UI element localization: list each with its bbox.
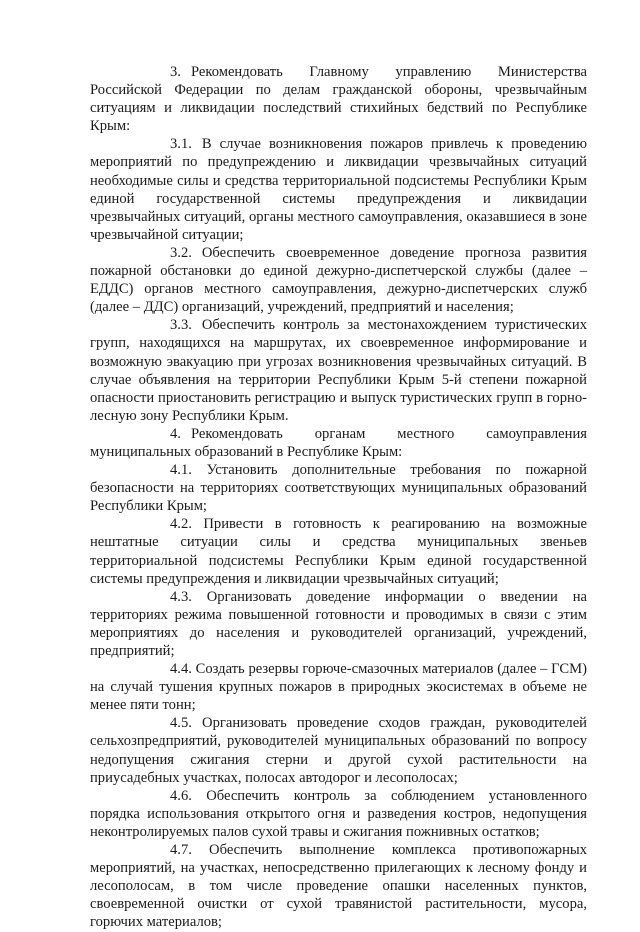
paragraph-number: 4.4. bbox=[170, 661, 192, 678]
paragraph-text: Рекомендовать Главному управлению Министерства Российской Федерации по делам гражданской обороны, чрезвычайным ситуациям и ликвидации последствий стихийных бедствий по Республике Крым: bbox=[90, 64, 587, 135]
paragraph-text: Привести в готовность к реагированию на возможные нештатные ситуации силы и средства муниципальных звеньев территориальной подсистемы Республики Крым единой государственной системы предупреждения и ликвидации чрезвычайных ситуаций; bbox=[90, 516, 587, 587]
paragraph-number: 4.1. bbox=[170, 462, 192, 479]
paragraph-3-3 bbox=[90, 316, 587, 425]
paragraph-number: 3.3. bbox=[170, 317, 192, 334]
paragraph-text: Обеспечить своевременное доведение прогноза развития пожарной обстановки до единой дежурно-диспетчерской службы (далее – ЕДДС) органов местного самоуправления, дежурно-диспетчерских служб (далее – ДДС) организаций, учреждений, предприятий и населения; bbox=[90, 244, 587, 316]
paragraph-number: 3.1. bbox=[170, 136, 192, 153]
paragraph-4-4 bbox=[90, 660, 587, 714]
paragraph-text: Обеспечить контроль за соблюдением установленного порядка использования открытого огня и разведения костров, недопущения неконтролируемых палов сухой травы и сжигания пожнивных остатков; bbox=[90, 787, 588, 840]
paragraph-4-5 bbox=[90, 714, 587, 786]
paragraph-4-6 bbox=[90, 787, 587, 841]
paragraph-4-7 bbox=[90, 841, 587, 931]
paragraph-3 bbox=[90, 63, 587, 135]
paragraph-text: В случае возникновения пожаров привлечь к проведению мероприятий по предупреждению и ликвидации чрезвычайных ситуаций необходимые силы и средства территориальной подсистемы Республики Крым единой государственной системы предупреждения и ликвидации чрезвычайных ситуаций, органы местного самоуправления, оказавшиеся в зоне чрезвычайной ситуации; bbox=[90, 136, 587, 243]
paragraph-number: 4.3. bbox=[170, 588, 192, 605]
paragraph-4-3 bbox=[90, 588, 587, 660]
paragraph-text: Установить дополнительные требования по пожарной безопасности на территориях соответствующих муниципальных образований Республики Крым; bbox=[90, 462, 587, 515]
paragraph-3-1 bbox=[90, 135, 587, 244]
paragraph-number: 4. bbox=[170, 425, 181, 442]
paragraph-3-2 bbox=[90, 244, 587, 316]
paragraph-text: Обеспечить контроль за местонахождением туристических групп, находящихся на маршрутах, их своевременное информирование и возможную эвакуацию при угрозах возникновения чрезвычайных ситуаций. В случае объявления на территории Республики Крым 5-й степени пожарной опасности приостановить регистрацию и выпуск туристических групп в горно-лесную зону Республики Крым. bbox=[90, 317, 587, 424]
document-page bbox=[90, 63, 587, 932]
paragraph-text: Обеспечить выполнение комплекса противопожарных мероприятий, на участках, непосредственно прилегающих к лесному фонду и лесополосам, в том числе проведение опашки населенных пунктов, своевременной очистки от сухой травянистой растительности, мусора, горючих материалов; bbox=[90, 842, 587, 931]
paragraph-text: Рекомендовать органам местного самоуправления муниципальных образований в Республике Крым: bbox=[90, 425, 587, 460]
paragraph-4-1 bbox=[90, 461, 587, 515]
paragraph-number: 4.5. bbox=[170, 715, 192, 732]
paragraph-4 bbox=[90, 425, 587, 461]
paragraph-number: 4.2. bbox=[170, 516, 192, 533]
paragraph-text: Организовать проведение сходов граждан, руководителей сельхозпредприятий, руководителей муниципальных образований по вопросу недопущения сжигания стерни и другой сухой растительности на приусадебных участках, полосах автодорог и лесополосах; bbox=[90, 715, 587, 786]
paragraph-text: Организовать доведение информации о введении на территориях режима повышенной готовности и проводимых в связи с этим мероприятиях до населения и руководителей организаций, учреждений, предприятий; bbox=[90, 588, 588, 659]
paragraph-number: 3.2. bbox=[170, 244, 192, 261]
paragraph-number: 4.7. bbox=[170, 842, 192, 859]
paragraph-number: 3. bbox=[170, 64, 181, 80]
paragraph-number: 4.6. bbox=[170, 787, 192, 804]
paragraph-4-2 bbox=[90, 515, 587, 587]
paragraph-text: Создать резервы горюче-смазочных материалов (далее – ГСМ) на случай тушения крупных пожаров в природных экосистемах в объеме не менее пяти тонн; bbox=[90, 661, 587, 714]
